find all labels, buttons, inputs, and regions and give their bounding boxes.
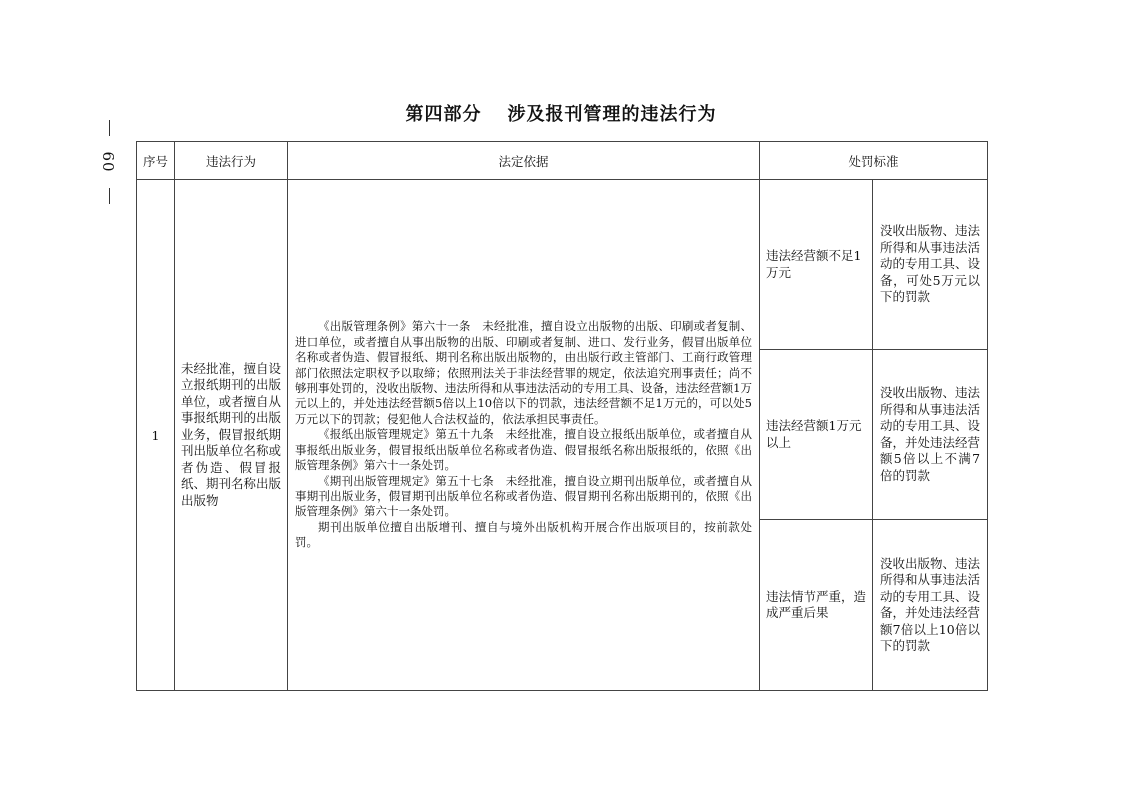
header-basis: 法定依据 xyxy=(288,142,760,180)
violation-table xyxy=(136,141,988,691)
row-act: 未经批准，擅自设立报纸期刊的出版单位，或者擅自从事报纸期刊的出版业务，假冒报纸期刊出版单位名称或者伪造、假冒报纸、期刊名称出版出版物 xyxy=(175,180,288,691)
standard-penalty: 没收出版物、违法所得和从事违法活动的专用工具、设备，可处5万元以下的罚款 xyxy=(873,180,988,350)
title-text: 涉及报刊管理的违法行为 xyxy=(507,104,717,125)
basis-paragraph: 期刊出版单位擅自出版增刊、擅自与境外出版机构开展合作出版项目的，按前款处罚。 xyxy=(295,519,752,550)
standard-condition: 违法经营额不足1万元 xyxy=(760,180,873,350)
margin-rule-bottom xyxy=(109,188,110,204)
basis-paragraph: 《期刊出版管理规定》第五十七条 未经批准，擅自设立期刊出版单位，或者擅自从事期刊出版业务，假冒期刊出版单位名称或者伪造、假冒期刊名称出版期刊的，依照《出版管理条例》第六十一条处罚。 xyxy=(295,473,752,519)
basis-paragraph: 《出版管理条例》第六十一条 未经批准，擅自设立出版物的出版、印刷或者复制、进口单位，或者擅自从事出版物的出版、印刷或者复制、进口、发行业务，假冒出版单位名称或者伪造、假冒报纸、期刊名称出版出版物的，由出版行政主管部门、工商行政管理部门依照法定职权予以取缔；依照刑法关于非法经营罪的规定，依法追究刑事责任；尚不够刑事处罚的，没收出版物、违法所得和从事违法活动的专用工具、设备，违法经营额1万元以上的，并处违法经营额5倍以上10倍以下的罚款，违法经营额不足1万元的，可以处5万元以下的罚款；侵犯他人合法权益的，依法承担民事责任。 xyxy=(295,319,752,426)
title-part: 第四部分 xyxy=(405,104,482,125)
page-title xyxy=(0,100,1122,126)
basis-paragraph: 《报纸出版管理规定》第五十九条 未经批准，擅自设立报纸出版单位，或者擅自从事报纸出版业务，假冒报纸出版单位名称或者伪造、假冒报纸名称出版报纸的，依照《出版管理条例》第六十一条处罚。 xyxy=(295,427,752,473)
header-penalty: 处罚标准 xyxy=(760,142,988,180)
header-seq: 序号 xyxy=(137,142,175,180)
row-seq: 1 xyxy=(137,180,175,691)
table-row xyxy=(137,180,988,350)
standard-condition: 违法情节严重，造成严重后果 xyxy=(760,520,873,691)
standard-condition: 违法经营额1万元以上 xyxy=(760,350,873,520)
header-act: 违法行为 xyxy=(175,142,288,180)
standard-penalty: 没收出版物、违法所得和从事违法活动的专用工具、设备，并处违法经营额7倍以上10倍以下的罚款 xyxy=(873,520,988,691)
row-basis xyxy=(288,180,760,691)
page-number: 60 xyxy=(99,151,117,173)
table-header-row xyxy=(137,142,988,180)
standard-penalty: 没收出版物、违法所得和从事违法活动的专用工具、设备，并处违法经营额5倍以上不满7倍的罚款 xyxy=(873,350,988,520)
